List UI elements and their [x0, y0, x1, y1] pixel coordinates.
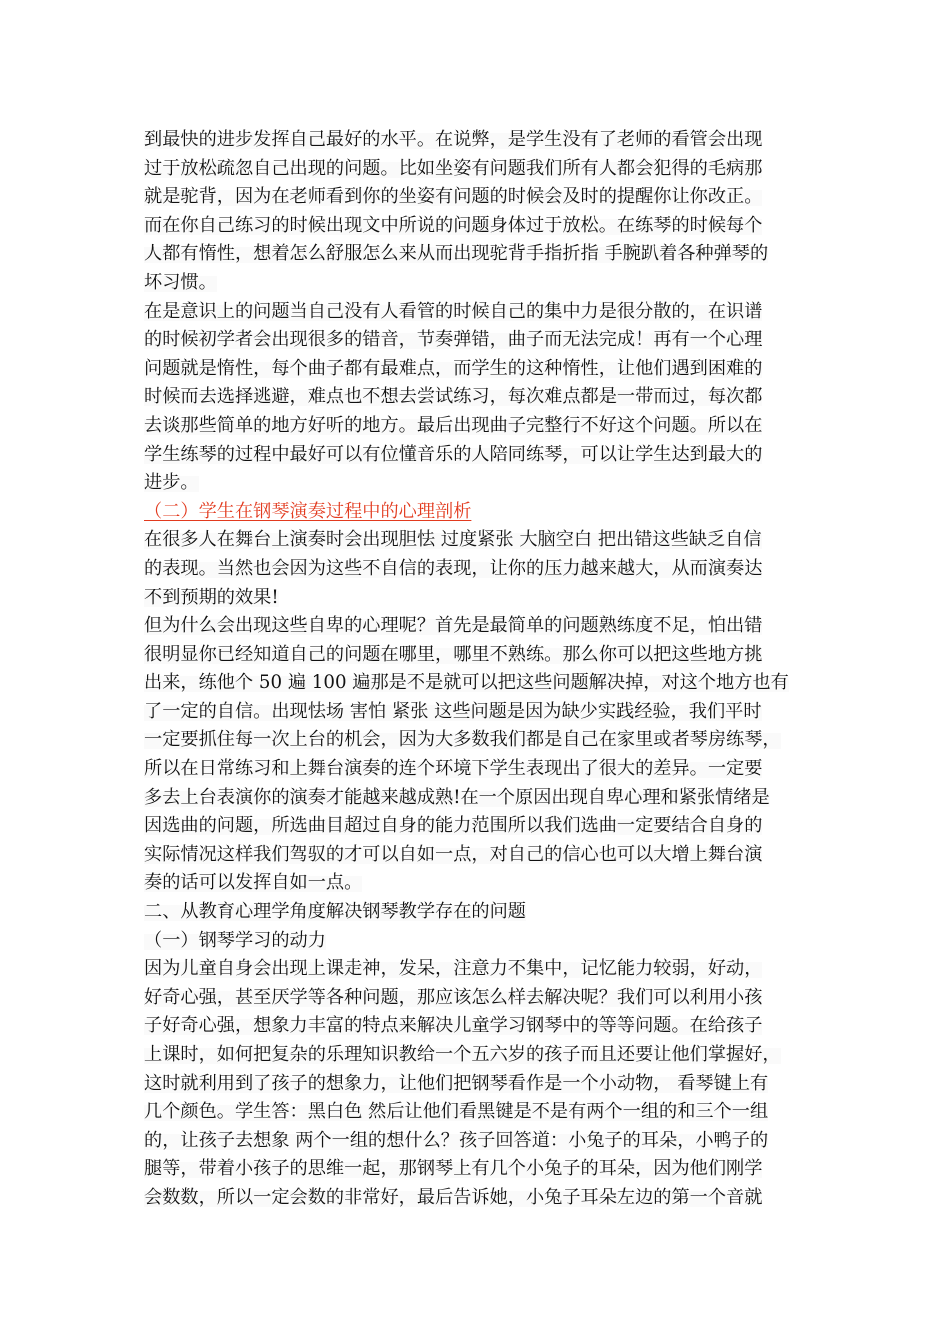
text-line: 所以在日常练习和上舞台演奏的连个环境下学生表现出了很大的差异。一定要: [144, 758, 763, 780]
text-line: 在是意识上的问题当自己没有人看管的时候自己的集中力是很分散的，在识谱: [144, 300, 763, 322]
text-line: 而在你自己练习的时候出现文中所说的问题身体过于放松。在练琴的时候每个: [144, 214, 763, 236]
text-line: 因为儿童自身会出现上课走神，发呆，注意力不集中，记忆能力较弱，好动，: [144, 958, 763, 980]
text-line: 了一定的自信。出现怯场 害怕 紧张 这些问题是因为缺少实践经验，我们平时: [144, 700, 762, 722]
text-line: 的时候初学者会出现很多的错音，节奏弹错，曲子而无法完成！再有一个心理: [144, 329, 763, 351]
text-line: 子好奇心强，想象力丰富的特点来解决儿童学习钢琴中的等等问题。在给孩子: [144, 1015, 763, 1037]
text-line: 的表现。当然也会因为这些不自信的表现，让你的压力越来越大，从而演奏达: [144, 557, 763, 579]
text-line: 的，让孩子去想象 两个一组的想什么？孩子回答道：小兔子的耳朵，小鸭子的: [144, 1129, 769, 1151]
section-heading-link[interactable]: （二）学生在钢琴演奏过程中的心理剖析: [144, 500, 472, 522]
text-line: 进步。: [144, 472, 199, 494]
text-line: 时候而去选择逃避，难点也不想去尝试练习，每次难点都是一带而过，每次都: [144, 386, 763, 408]
text-line: 很明显你已经知道自己的问题在哪里，哪里不熟练。那么你可以把这些地方挑: [144, 643, 763, 665]
text-line: 坏习惯。: [144, 271, 217, 293]
text-line: 这时就利用到了孩子的想象力，让他们把钢琴看作是一个小动物， 看琴键上有: [144, 1072, 769, 1094]
text-line: 上课时，如何把复杂的乐理知识教给一个五六岁的孩子而且还要让他们掌握好，: [144, 1044, 781, 1065]
text-line: 人都有惰性，想着怎么舒服怎么来从而出现驼背手指折指 手腕趴着各种弹琴的: [144, 243, 769, 265]
text-line: 实际情况这样我们驾驭的才可以自如一点，对自己的信心也可以大增上舞台演: [144, 843, 763, 865]
document-body: [144, 126, 814, 1213]
text-line: 会数数，所以一定会数的非常好，最后告诉她，小兔子耳朵左边的第一个音就: [144, 1186, 763, 1208]
text-line: 几个颜色。学生答：黑白色 然后让他们看黑键是不是有两个一组的和三个一组: [144, 1101, 769, 1123]
text-line: 在很多人在舞台上演奏时会出现胆怯 过度紧张 大脑空白 把出错这些缺乏自信: [144, 529, 762, 551]
text-line: 好奇心强，甚至厌学等各种问题，那应该怎么样去解决呢？我们可以利用小孩: [144, 986, 763, 1008]
text-line: 因选曲的问题，所选曲目超过自身的能力范围所以我们选曲一定要结合自身的: [144, 815, 763, 837]
text-line: 出来，练他个 50 遍 100 遍那是不是就可以把这些问题解决掉，对这个地方也有: [144, 672, 789, 694]
text-line: 问题就是惰性，每个曲子都有最难点，而学生的这种惰性，让他们遇到困难的: [144, 357, 763, 379]
text-line: 去谈那些简单的地方好听的地方。最后出现曲子完整行不好这个问题。所以在: [144, 414, 763, 436]
text-line: 到最快的进步发挥自己最好的水平。在说弊，是学生没有了老师的看管会出现: [144, 129, 763, 150]
text-line: 腿等，带着小孩子的思维一起，那钢琴上有几个小兔子的耳朵，因为他们刚学: [144, 1158, 763, 1180]
text-line: 一定要抓住每一次上台的机会，因为大多数我们都是自己在家里或者琴房练琴，: [144, 729, 781, 751]
text-line: 奏的话可以发挥自如一点。: [144, 872, 363, 894]
section-heading: 二、从教育心理学角度解决钢琴教学存在的问题: [144, 901, 526, 923]
subsection-heading: （一）钢琴学习的动力: [144, 929, 326, 951]
text-line: 但为什么会出现这些自卑的心理呢？首先是最简单的问题熟练度不足，怕出错: [144, 615, 763, 637]
text-line: 过于放松疏忽自己出现的问题。比如坐姿有问题我们所有人都会犯得的毛病那: [144, 157, 763, 179]
text-line: 学生练琴的过程中最好可以有位懂音乐的人陪同练琴，可以让学生达到最大的: [144, 443, 763, 465]
text-line: 不到预期的效果!: [144, 586, 279, 608]
text-line: 就是驼背，因为在老师看到你的坐姿有问题的时候会及时的提醒你让你改正。: [144, 186, 763, 208]
text-line: 多去上台表演你的演奏才能越来越成熟!在一个原因出现自卑心理和紧张情绪是: [144, 786, 770, 808]
